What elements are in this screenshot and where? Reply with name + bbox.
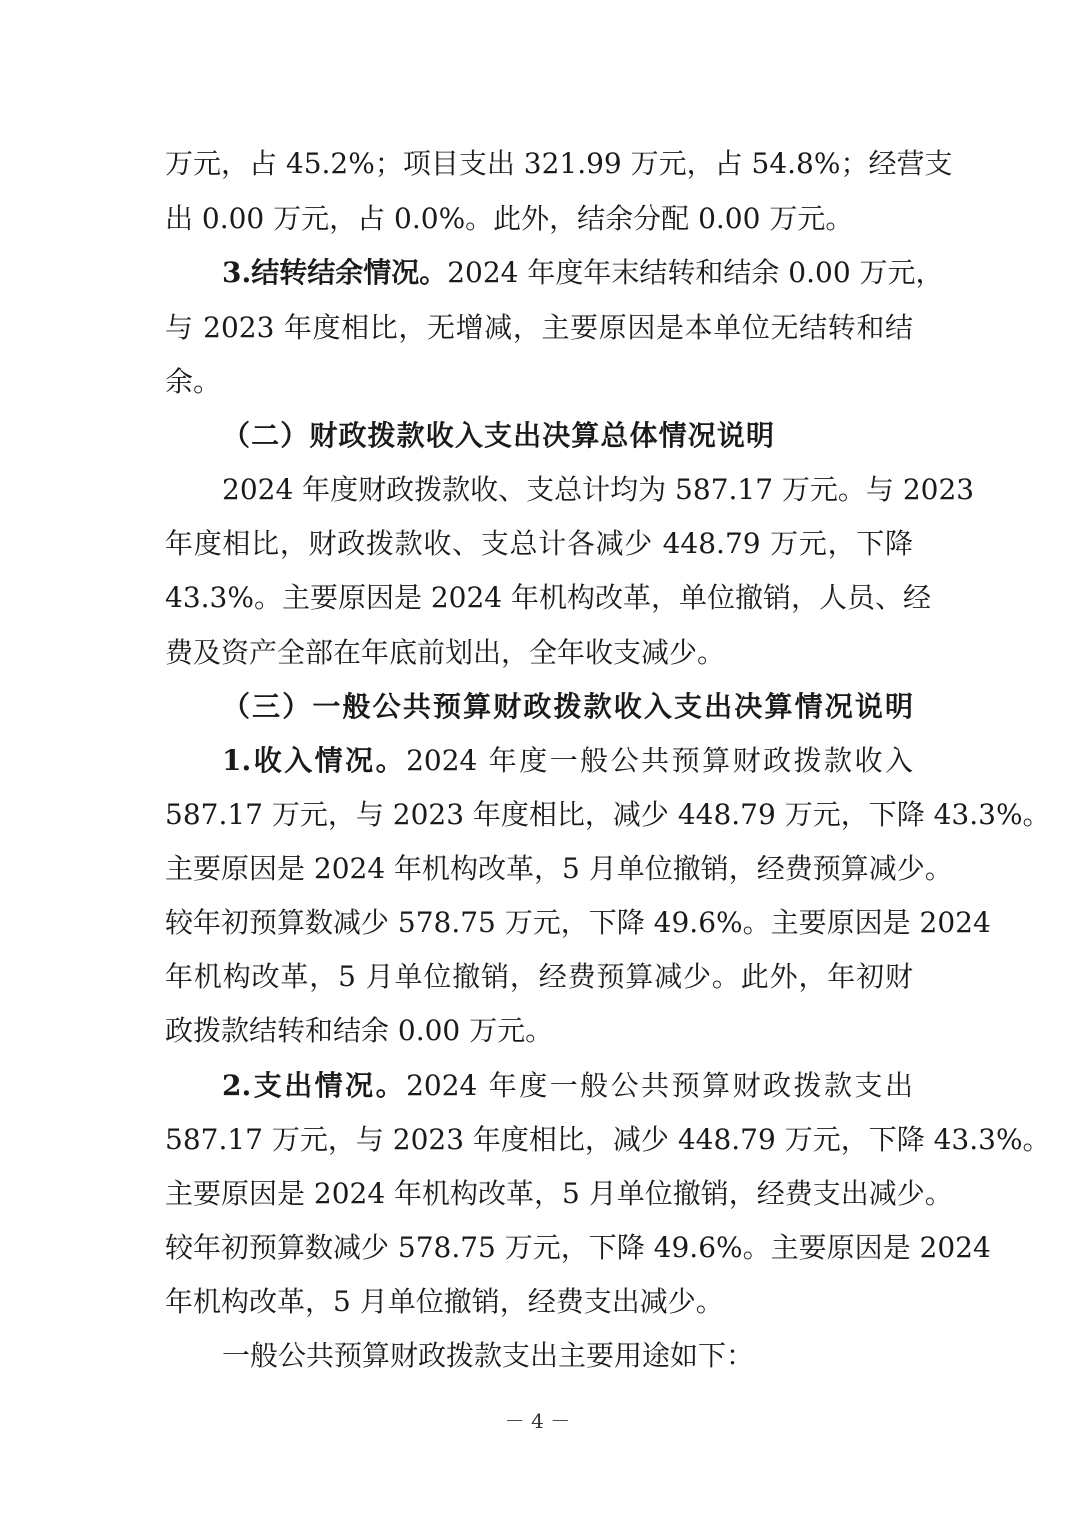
body-line: 较年初预算数减少 578.75 万元，下降 49.6%。主要原因是 2024 [165, 1231, 991, 1264]
body-line: 万元，占 45.2%；项目支出 321.99 万元，占 54.8%；经营支 [165, 147, 953, 180]
body-line-with-lead [222, 253, 944, 293]
section-heading: （二）财政拨款收入支出决算总体情况说明 [222, 419, 774, 452]
body-line: 2024 年度财政拨款收、支总计均为 587.17 万元。与 2023 [222, 473, 975, 506]
page-number: － 4 － [504, 1409, 571, 1433]
body-line: 政拨款结转和结余 0.00 万元。 [165, 1014, 554, 1047]
paragraph-lead: 2.支出情况。 [222, 1069, 407, 1102]
paragraph-lead: 1.收入情况。 [222, 744, 407, 777]
body-line: 较年初预算数减少 578.75 万元，下降 49.6%。主要原因是 2024 [165, 906, 991, 939]
body-line: 587.17 万元，与 2023 年度相比，减少 448.79 万元，下降 43.3%。 [165, 1123, 1051, 1156]
body-text: 2024 年度年末结转和结余 0.00 万元， [447, 256, 944, 289]
body-text: 2024 年度一般公共预算财政拨款支出 [406, 1069, 913, 1102]
body-line: 余。 [165, 365, 222, 398]
body-line: 费及资产全部在年底前划出，全年收支减少。 [165, 636, 726, 669]
body-line-with-lead [222, 1066, 913, 1106]
body-line: 年机构改革，5 月单位撤销，经费预算减少。此外，年初财 [165, 960, 913, 993]
body-line: 年度相比，财政拨款收、支总计各减少 448.79 万元，下降 [165, 527, 913, 560]
body-line: 主要原因是 2024 年机构改革，5 月单位撤销，经费预算减少。 [165, 852, 953, 885]
body-text: 2024 年度一般公共预算财政拨款收入 [406, 744, 913, 777]
body-line: 年机构改革，5 月单位撤销，经费支出减少。 [165, 1285, 724, 1318]
body-line: 主要原因是 2024 年机构改革，5 月单位撤销，经费支出减少。 [165, 1177, 953, 1210]
body-line: 与 2023 年度相比，无增减，主要原因是本单位无结转和结 [165, 311, 913, 344]
body-line: 一般公共预算财政拨款支出主要用途如下： [222, 1339, 755, 1372]
body-line: 587.17 万元，与 2023 年度相比，减少 448.79 万元，下降 43.3%。 [165, 798, 1051, 831]
body-line-with-lead [222, 741, 913, 781]
paragraph-lead: 3.结转结余情况。 [222, 256, 448, 289]
section-heading: （三）一般公共预算财政拨款收入支出决算情况说明 [222, 690, 913, 723]
body-line: 出 0.00 万元，占 0.0%。此外，结余分配 0.00 万元。 [165, 202, 854, 235]
body-line: 43.3%。主要原因是 2024 年机构改革，单位撤销，人员、经 [165, 581, 932, 614]
